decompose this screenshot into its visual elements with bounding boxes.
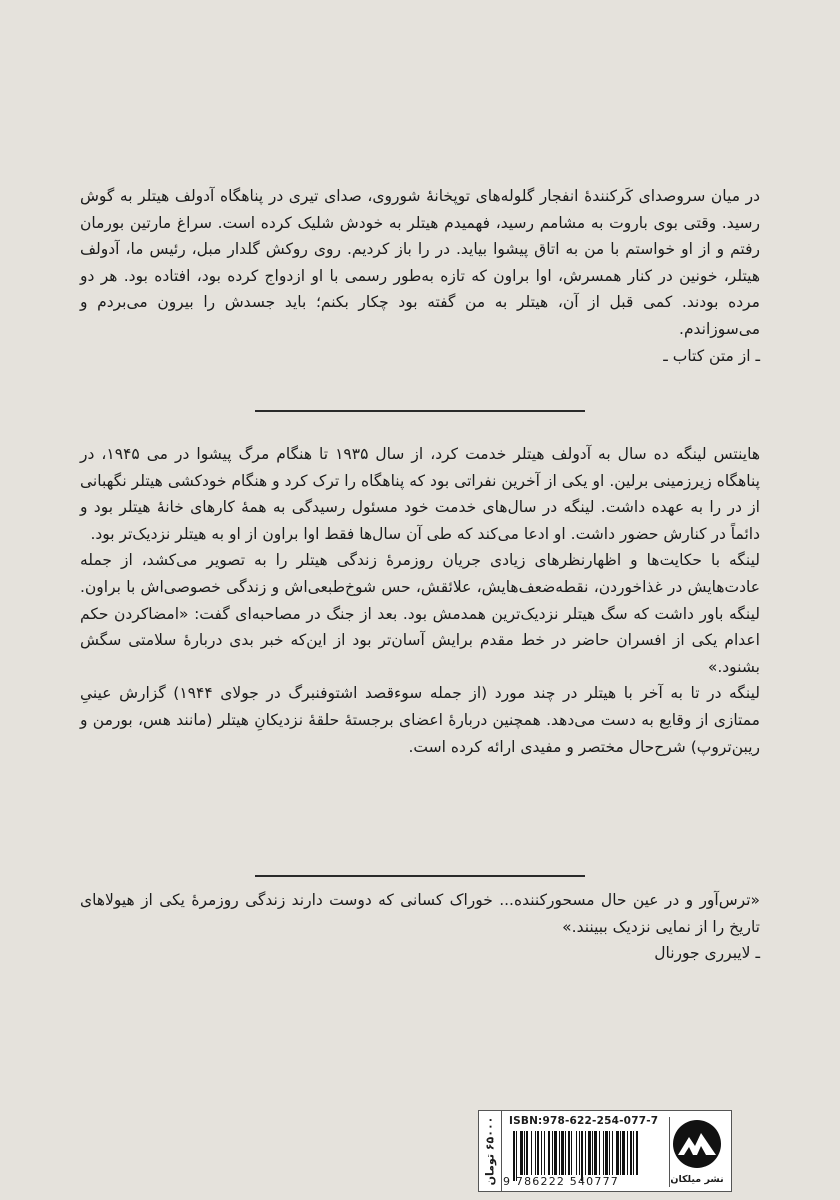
price-label — [479, 1111, 502, 1191]
about-section — [80, 441, 760, 760]
about-paragraph: هاینتس لینگه ده سال به آدولف هیتلر خدمت کرد، از سال ۱۹۳۵ تا هنگام مرگ پیشوا در می ۱۹۴۵، در پناهگاه زیرزمینی برلین. او یکی از آخرین نفراتی بود که پناهگاه را ترک کرد و هنگام خودکشی هیتلر نگهبانی از در را به عهده داشت. لینگه در سال‌های خدمت خود مسئول رسیدگی به همهٔ کارهای خانهٔ هیتلر بود و دائماً در کنارش حضور داشت. او ادعا می‌کند که طی آن سال‌ها فقط اوا براون از او به هیتلر نزدیک‌تر بود. — [80, 445, 760, 543]
publisher-logo — [669, 1117, 724, 1187]
divider-rule — [255, 875, 585, 877]
barcode-digits: 9 786222 540777 — [503, 1175, 619, 1188]
barcode-sticker — [478, 1110, 732, 1192]
review-quote: «ترس‌آور و در عین حال مسحورکننده... خوراک کسانی که دوست دارند زندگی روزمرهٔ یکی از هیولاهای تاریخ را از نمایی نزدیک ببینند.» — [80, 891, 760, 936]
about-paragraph: لینگه با حکایت‌ها و اظهارنظرهای زیادی جریان روزمرهٔ زندگی هیتلر را به تصویر می‌کشد، از جمله عادت‌هایش در غذاخوردن، نقطه‌ضعف‌هایش، علائقش، حس شوخ‌طبعی‌اش و زندگی خصوصی‌اش با براون. لینگه باور داشت که سگ هیتلر نزدیک‌ترین همدمش بود. بعد از جنگ در مصاحبه‌ای گفت: «امضاکردن حکم اعدام یکی از افسران حاضر در خط مقدم برایش آسان‌تر بود از این‌که خبر بدی دربارهٔ سلامتی سگش بشنود.» — [80, 551, 760, 676]
mountains-logo-icon — [670, 1117, 724, 1171]
review-section — [80, 887, 760, 967]
excerpt-paragraph: در میان سروصدای کَرکنندهٔ انفجار گلوله‌های توپخانهٔ شوروی، صدای تیری در پناهگاه آدولف هیتلر به گوش رسید. وقتی بوی باروت به مشامم رسید، فهمیدم هیتلر به خودش شلیک کرده است. سراغ مارتین بورمان رفتم و از او خواستم با من به اتاق پیشوا بیاید. در را باز کردیم. روی روکش گلدار مبل، رئیس ما، آدولف هیتلر، خونین در کنار همسرش، اوا براون که تازه به‌طور رسمی با او ازدواج کرده بود، افتاده بود. هر دو مرده بودند. کمی قبل از آن، هیتلر به من گفته بود چکار بکنم؛ باید جسدش را بیرون می‌بردم و می‌سوزاندم. — [80, 187, 760, 338]
review-source: ـ لایبرری جورنال — [654, 944, 760, 963]
about-paragraph: لینگه در تا به آخر با هیتلر در چند مورد (از جمله سوءقصد اشتوفنبرگ در جولای ۱۹۴۴) گزارش عینیِ ممتازی از وقایع به دست می‌دهد. همچنین دربارهٔ اعضای برجستهٔ حلقهٔ نزدیکانِ هیتلر (مانند هس، بورمن و ریبن‌تروپ) شرح‌حال مختصر و مفیدی ارائه کرده است. — [80, 684, 760, 756]
barcode-bars — [513, 1131, 637, 1175]
excerpt-section — [80, 183, 760, 369]
divider-rule — [255, 410, 585, 412]
publisher-name: نشر میلکان — [670, 1174, 724, 1185]
isbn-text: ISBN:978-622-254-077-7 — [509, 1115, 659, 1127]
price-text: ۶۵۰۰۰ تومان — [483, 1116, 497, 1186]
excerpt-source: ـ از متن کتاب ـ — [663, 346, 760, 365]
